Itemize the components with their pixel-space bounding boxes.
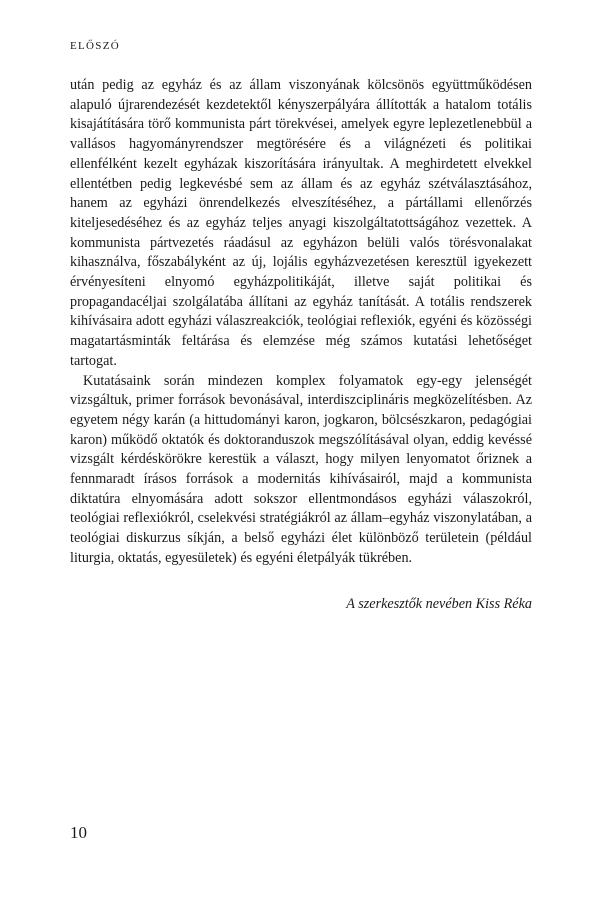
page-number: 10 <box>70 823 87 842</box>
running-head: ELŐSZÓ <box>70 40 120 52</box>
body-text <box>70 76 532 569</box>
paragraph: után pedig az egyház és az állam viszonyának kölcsönös együttműködésen alapuló újrarendezését kezdetektől kényszerpályára állították a hatalom totális kisajátítására törő kommunista párt törekvései, amelyek egyre leplezetlenebbül a vallásos hagyományrendszer megtörésére és a világnézeti és politikai ellenfélként kezelt egyházak kiszorítására irányultak. A meghirdetett elvekkel ellentétben pedig legkevésbé sem az állam és az egyház szétválasztásához, hanem az egyházi önrendelkezés elveszítéséhez, a pártállami ellenőrzés kiteljesedéséhez és az egyház teljes anyagi kiszolgáltatottságához vezettek. A kommunista pártvezetés ráadásul az egyházon belüli valós törésvonalakat kihasználva, főszabályként az új, lojális egyházvezetésen keresztül igyekezett érvényesíteni elnyomó egyházpolitikáját, illetve saját politikai és propagandacéljai szolgálatába állítani az egyház tanítását. A totális rendszerek kihívásaira adott egyházi válaszreakciók, teológiai reflexiók, egyéni és közösségi magatartásminták feltárása és elemzése még számos kutatási lehetőséget tartogat. <box>70 77 532 369</box>
paragraph: Kutatásaink során mindezen komplex folyamatok egy-egy jelenségét vizsgáltuk, primer források bevonásával, interdiszciplináris megközelítésben. Az egyetem négy karán (a hittudományi karon, jogkaron, bölcsészkaron, pedagógiai karon) működő oktatók és doktoranduszok megszólításával olyan, eddig kevéssé vizsgált kérdéskörökre kerestük a választ, hogy milyen lenyomatot őriznek a fennmaradt írásos források a modernitás kihívásairól, majd a kommunista diktatúra elnyomására adott sokszor ellentmondásos egyházi válaszokról, teológiai reflexiókról, cselekvési stratégiákról az állam–egyház viszonylatában, a teológiai diskurzus síkján, a belső egyházi élet különböző területein (például liturgia, oktatás, egyesületek) és egyéni életpályák tükrében. <box>70 372 532 566</box>
signature: A szerkesztők nevében Kiss Réka <box>346 596 532 612</box>
